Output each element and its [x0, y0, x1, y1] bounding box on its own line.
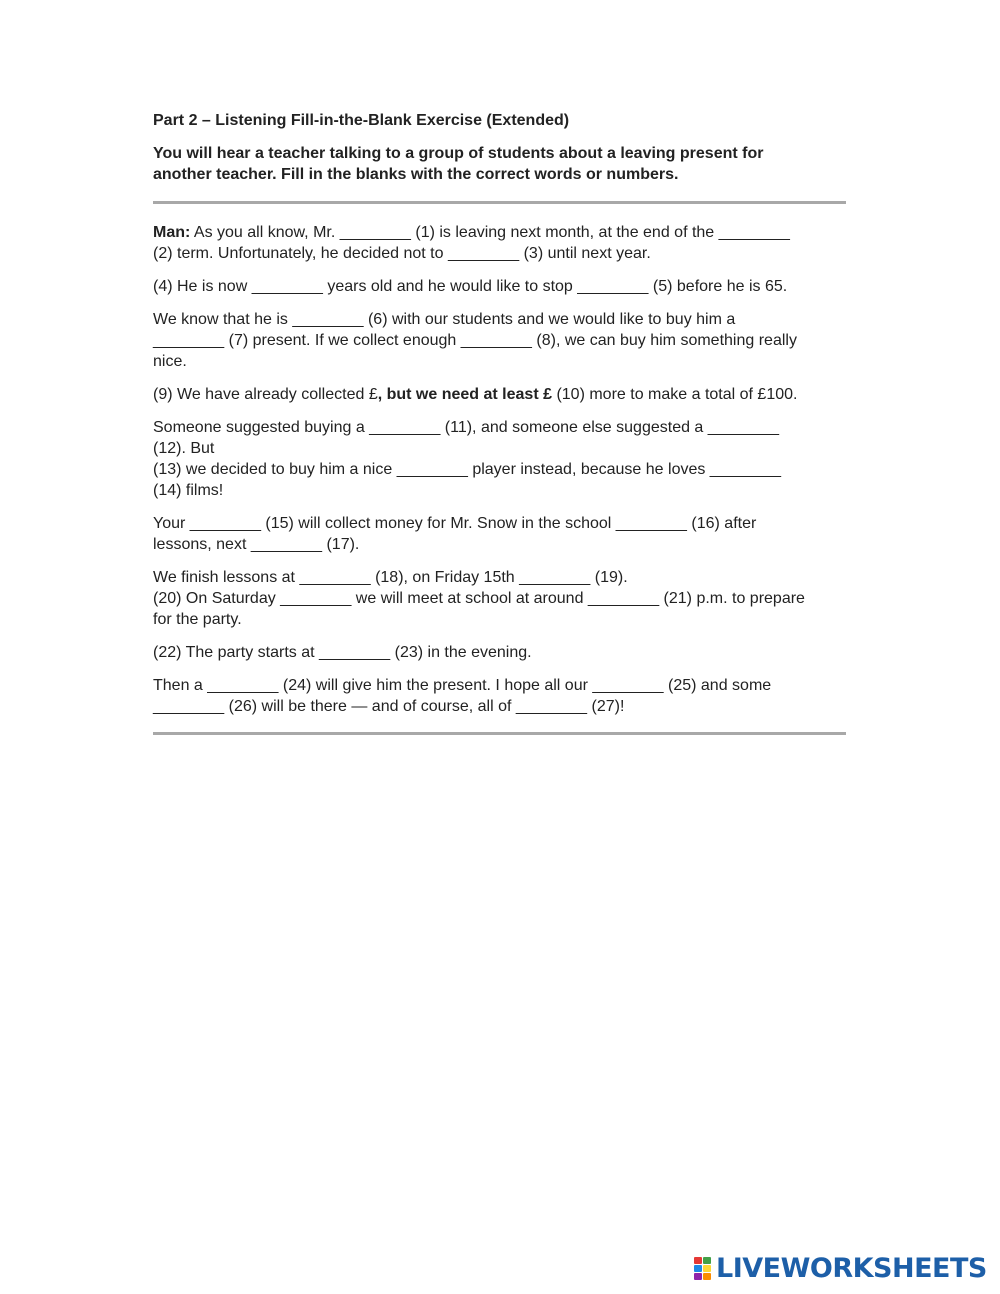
instructions-line: another teacher. Fill in the blanks with the correct words or numbers. [153, 166, 679, 183]
paragraph-1 [153, 222, 846, 264]
top-divider [153, 201, 846, 204]
passage-line: (4) He is now ________ years old and he would like to stop ________ (5) before he is 65. [153, 278, 788, 295]
paragraph-5 [153, 417, 846, 501]
passage-text: As you all know, Mr. ________ (1) is leaving next month, at the end of the ________ [190, 224, 790, 241]
liveworksheets-logo-icon [694, 1257, 712, 1281]
passage-text: (9) We have already collected £ [153, 386, 378, 403]
paragraph-4 [153, 384, 846, 405]
passage-line: nice. [153, 353, 187, 370]
paragraph-6 [153, 513, 846, 555]
passage [153, 222, 846, 717]
logo-block [694, 1257, 702, 1264]
passage-line: (12). But [153, 440, 215, 457]
passage-line [153, 222, 846, 243]
paragraph-8 [153, 642, 846, 663]
exercise-heading: Part 2 – Listening Fill-in-the-Blank Exercise (Extended) [153, 112, 570, 129]
passage-bold-text: , but we need at least £ [377, 386, 552, 403]
passage-line: (14) films! [153, 482, 224, 499]
passage-line: Your ________ (15) will collect money for Mr. Snow in the school ________ (16) after [153, 515, 757, 532]
paragraph-7 [153, 567, 846, 630]
passage-text: (10) more to make a total of £100. [552, 386, 798, 403]
passage-line: (2) term. Unfortunately, he decided not to ________ (3) until next year. [153, 245, 651, 262]
liveworksheets-brand[interactable] [694, 1253, 987, 1284]
paragraph-9 [153, 675, 846, 717]
speaker-label: Man: [153, 224, 191, 241]
passage-line: ________ (26) will be there — and of course, all of ________ (27)! [153, 698, 625, 715]
passage-line: ________ (7) present. If we collect enough ________ (8), we can buy him something really [153, 332, 797, 349]
logo-block [703, 1265, 711, 1272]
passage-line: (20) On Saturday ________ we will meet at school at around ________ (21) p.m. to prepare [153, 590, 805, 607]
passage-line: (13) we decided to buy him a nice ________ player instead, because he loves ________ [153, 461, 781, 478]
worksheet [153, 108, 846, 735]
logo-block [703, 1257, 711, 1264]
passage-line: (22) The party starts at ________ (23) in the evening. [153, 644, 532, 661]
paragraph-2 [153, 276, 846, 297]
exercise-instructions [153, 143, 846, 185]
passage-line: We finish lessons at ________ (18), on Friday 15th ________ (19). [153, 569, 628, 586]
logo-block [694, 1265, 702, 1272]
passage-line: Then a ________ (24) will give him the present. I hope all our ________ (25) and some [153, 677, 772, 694]
brand-name: LIVEWORKSHEETS [716, 1253, 987, 1284]
instructions-line: You will hear a teacher talking to a group of students about a leaving present for [153, 145, 764, 162]
paragraph-3 [153, 309, 846, 372]
bottom-divider [153, 732, 846, 735]
passage-line: for the party. [153, 611, 242, 628]
logo-block [694, 1273, 702, 1280]
logo-block [703, 1273, 711, 1280]
passage-line: We know that he is ________ (6) with our students and we would like to buy him a [153, 311, 736, 328]
passage-line [153, 384, 846, 405]
passage-line: lessons, next ________ (17). [153, 536, 360, 553]
passage-line: Someone suggested buying a ________ (11), and someone else suggested a ________ [153, 419, 779, 436]
